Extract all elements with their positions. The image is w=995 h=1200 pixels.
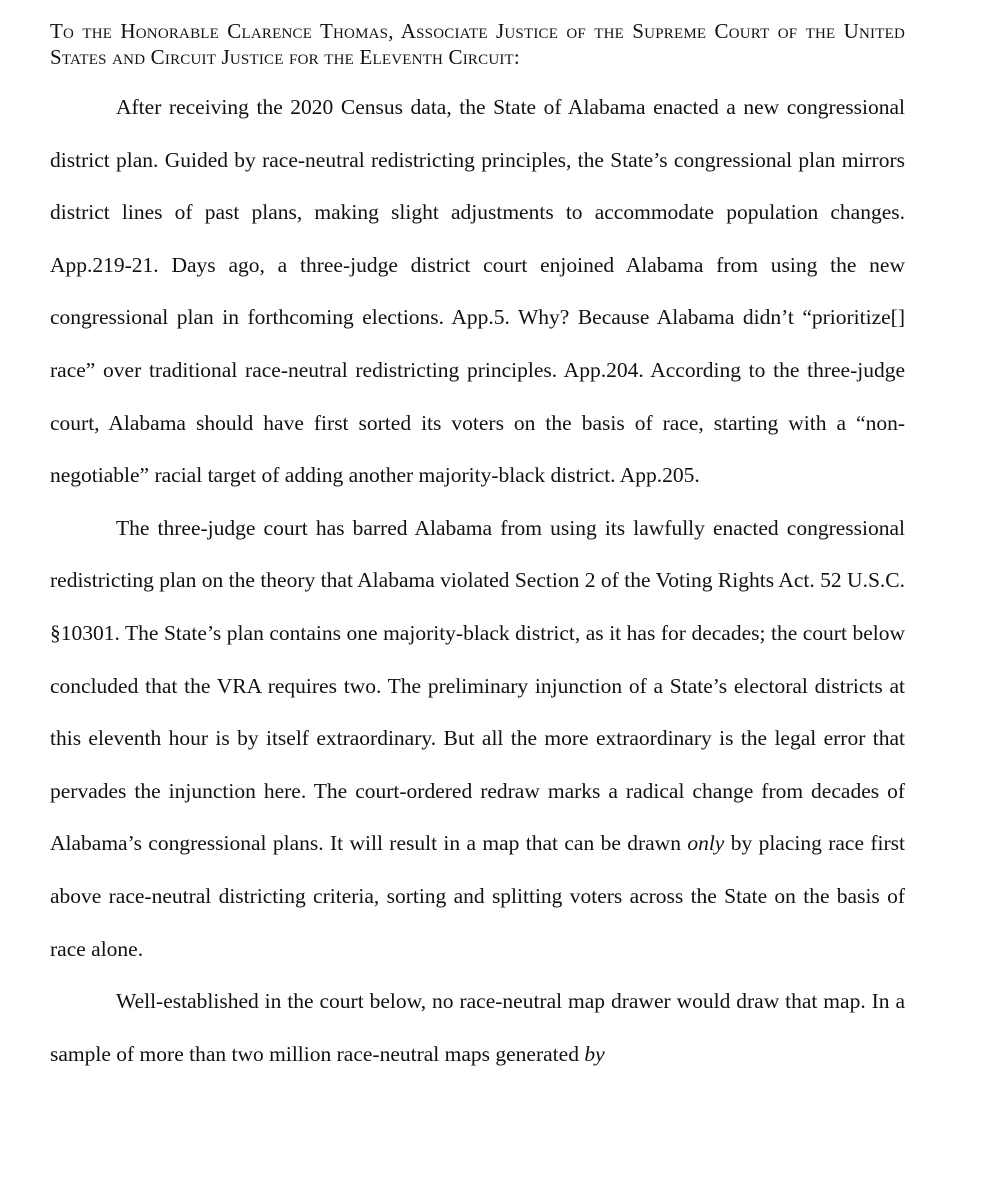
salutation: To the Honorable Clarence Thomas, Associate Justice of the Supreme Court of the United States and Circuit Justice for the Eleventh Circuit: bbox=[50, 19, 905, 69]
paragraph-2-emphasis: only bbox=[687, 831, 725, 856]
paragraph-1: After receiving the 2020 Census data, the State of Alabama enacted a new congressional district plan. Guided by race-neutral redistricting principles, the State’s congressional plan mirrors district lines of past plans, making slight adjustments to accommodate population changes. App.219-21. Days ago, a three-judge district court enjoined Alabama from using the new congressional plan in forthcoming elections. App.5. Why? Because Alabama didn’t “prioritize[] race” over traditional race-neutral redistricting principles. App.204. According to the three-judge court, Alabama should have first sorted its voters on the basis of race, starting with a “non-negotiable” racial target of adding another majority-black district. App.205. bbox=[50, 95, 905, 488]
paragraph-2 bbox=[50, 502, 905, 975]
paragraph-2-text-after: by placing race first above race-neutral districting criteria, sorting and splitting voters across the State on the basis of race alone. bbox=[50, 831, 905, 961]
paragraph-3-emphasis: by bbox=[584, 1041, 605, 1066]
paragraph-3-text-before: Well-established in the court below, no race-neutral map drawer would draw that map. In a sample of more than two million race-neutral maps generated bbox=[50, 989, 905, 1066]
paragraph-2-text-before: The three-judge court has barred Alabama from using its lawfully enacted congressional redistricting plan on the theory that Alabama violated Section 2 of the Voting Rights Act. 52 U.S.C. §10301. The State’s plan contains one majority-black district, as it has for decades; the court below concluded that the VRA requires two. The preliminary injunction of a State’s electoral districts at this eleventh hour is by itself extraordinary. But all the more extraordinary is the legal error that pervades the injunction here. The court-ordered redraw marks a radical change from decades of Alabama’s congressional plans. It will result in a map that can be drawn bbox=[50, 515, 905, 856]
paragraph-3 bbox=[50, 975, 905, 1080]
